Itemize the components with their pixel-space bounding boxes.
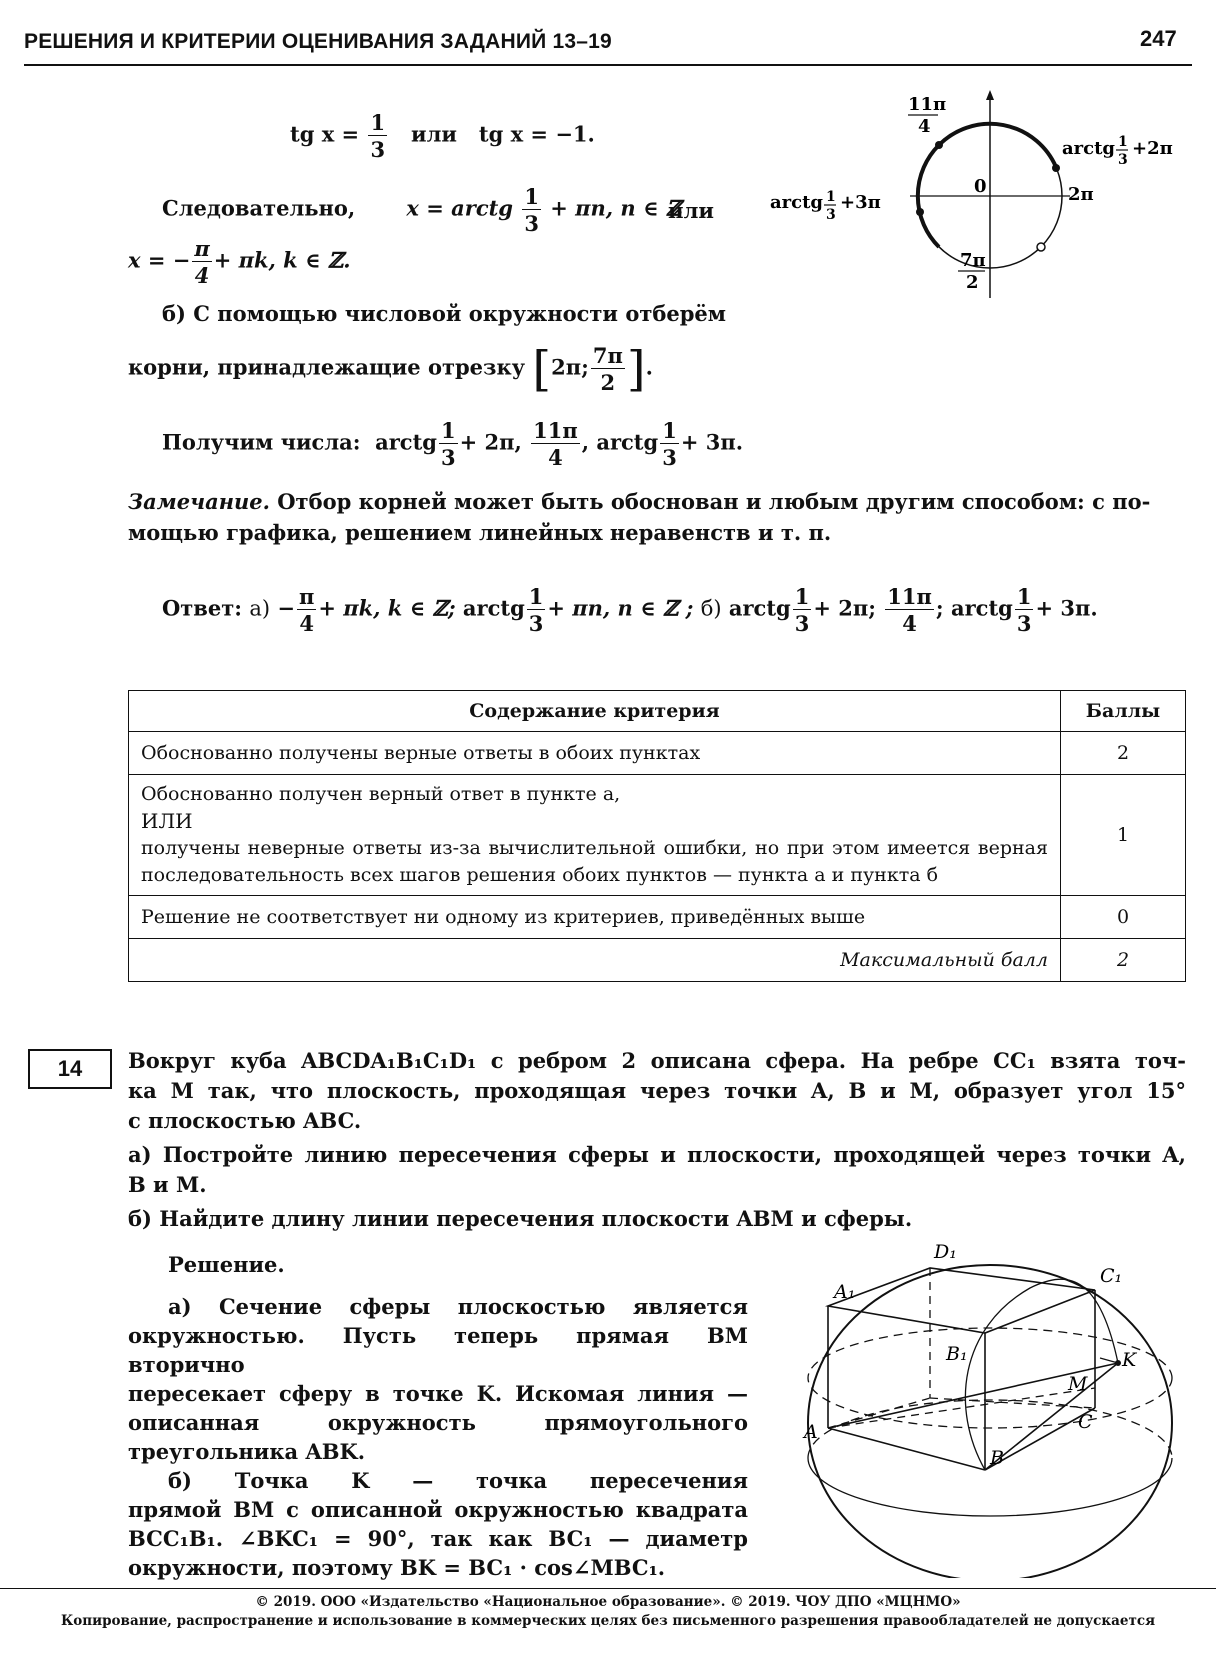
sol-line: треугольника ABK. <box>128 1439 366 1464</box>
criteria-text: Обоснованно получены верные ответы в обоих пунктах <box>129 732 1061 775</box>
label-D1: D₁ <box>934 1241 957 1263</box>
criteria-text-a: Обоснованно получен верный ответ в пункте а, <box>141 783 621 805</box>
answer-b-label: б) <box>700 596 722 621</box>
arctg-1: arctg <box>375 429 437 455</box>
criteria-table <box>128 690 1186 982</box>
statement-line1: Вокруг куба ABCDA₁B₁C₁D₁ с ребром 2 описана сфера. На ребре CC₁ взята точ- <box>128 1048 1186 1073</box>
running-header-title: РЕШЕНИЯ И КРИТЕРИИ ОЦЕНИВАНИЯ ЗАДАНИЙ 13–19 <box>24 30 612 53</box>
ans-arctg-3: arctg <box>950 595 1013 621</box>
statement-line3: с плоскостью ABC. <box>128 1108 362 1133</box>
minus-1: − <box>277 595 295 621</box>
sol-line: пересекает сферу в точке K. Искомая линия — <box>128 1381 748 1406</box>
label-zero: 0 <box>974 176 987 197</box>
problem-number-box: 14 <box>28 1049 112 1089</box>
solution14-text <box>128 1292 748 1582</box>
frac-11pi-4: $\frac{11\pi}{4}$ <box>533 418 578 470</box>
x-minus: x = − <box>128 247 191 273</box>
sol-line: а) Сечение сферы плоскостью является <box>168 1294 748 1319</box>
label-arctg-left-num: 1 <box>826 189 836 205</box>
frac-1: $\frac{1}{3}$ <box>440 418 456 470</box>
criteria-max-row <box>129 939 1186 982</box>
part-b-question: б) Найдите длину линии пересечения плоскости ABM и сферы. <box>128 1206 913 1231</box>
point-K <box>1115 1360 1121 1366</box>
cube-top-face <box>828 1268 1095 1333</box>
left-bracket: [ <box>532 341 552 397</box>
fraction-one-third: $\frac{1}{3}$ <box>370 110 386 162</box>
right-bracket: ] <box>626 341 646 397</box>
ans-pin: + πn, n ∈ ℤ ; <box>547 595 694 621</box>
criteria-text-multi <box>129 775 1061 896</box>
criteria-row <box>129 732 1186 775</box>
sol-line: б) Точка K — точка пересечения <box>168 1468 748 1493</box>
segment-start: 2π; <box>551 354 589 380</box>
point-11pi-4 <box>935 141 943 149</box>
ans-arctg-2: arctg <box>728 595 791 621</box>
label-arctg-right-tail: +2π <box>1132 138 1173 159</box>
label-11pi: 11π <box>908 94 947 115</box>
ans-plus-2pi: + 2π <box>813 595 869 621</box>
part-b-line1: б) С помощью числовой окружности отберём <box>162 301 726 326</box>
label-arctg-left: arctg <box>770 192 824 213</box>
point-arctg-2pi <box>1052 164 1060 172</box>
label-A: A <box>804 1421 818 1443</box>
sphere-cube-figure <box>800 1238 1200 1578</box>
page-number: 247 <box>1140 26 1177 51</box>
line-AM <box>828 1388 1095 1428</box>
arctg-2: arctg <box>596 429 659 455</box>
line-BK <box>985 1363 1118 1470</box>
hence-line <box>162 186 681 234</box>
plus-3pi-1: + 3π <box>680 429 736 455</box>
footer-rule <box>0 1588 1216 1589</box>
remark-line2: мощью графика, решением линейных неравенств и т. п. <box>128 520 832 545</box>
second-root-line <box>128 238 351 286</box>
ans-plus-3pi: + 3π <box>1035 595 1091 621</box>
remark-label: Замечание. <box>128 489 270 514</box>
point-arctg-3pi <box>916 208 924 216</box>
fraction-7pi-2: $\frac{7\pi}{2}$ <box>592 343 623 395</box>
frac-ans-3: $\frac{1}{3}$ <box>1016 584 1032 636</box>
label-C: C <box>1078 1411 1093 1433</box>
criteria-points: 0 <box>1061 896 1186 939</box>
sol-line: прямой BM с описанной окружностью квадрата <box>128 1497 748 1522</box>
plus-pi-k: + πk, k ∈ ℤ. <box>213 247 351 273</box>
col-content-header: Содержание критерия <box>129 691 1061 732</box>
statement-line2: ка M так, что плоскость, проходящая через точки A, B и M, образует угол 15° <box>128 1078 1186 1103</box>
label-arctg-left-tail: +3π <box>840 192 881 213</box>
frac-ans-2: $\frac{1}{3}$ <box>794 584 810 636</box>
frac-ans-1: $\frac{1}{3}$ <box>528 584 544 636</box>
label-M: M <box>1068 1373 1088 1395</box>
plus-2pi-1: + 2π <box>459 429 515 455</box>
point-open <box>1037 243 1045 251</box>
number-circle-diagram <box>770 88 1190 308</box>
criteria-row <box>129 896 1186 939</box>
label-arctg-right-den: 3 <box>1118 152 1128 168</box>
or-word: или <box>668 198 714 223</box>
part-b-line2-text: корни, принадлежащие отрезку <box>128 354 526 380</box>
sol-line: окружности, поэтому BK = BC₁ · cos∠MBC₁. <box>128 1555 666 1580</box>
solution-label: Решение. <box>168 1252 285 1277</box>
label-arctg-left-den: 3 <box>826 207 836 223</box>
col-points-header: Баллы <box>1061 691 1186 732</box>
criteria-row <box>129 775 1186 896</box>
fraction-one-third-b: $\frac{1}{3}$ <box>524 184 539 236</box>
max-label: Максимальный балл <box>129 939 1061 982</box>
ans-arctg-1: arctg <box>462 595 525 621</box>
criteria-header-row <box>129 691 1186 732</box>
criteria-text: Решение не соответствует ни одному из критериев, приведённых выше <box>129 896 1061 939</box>
eq-tg-left: tg x = <box>290 121 360 147</box>
axis-arrow-icon <box>986 90 994 100</box>
plus-pi-n: + πn, n ∈ ℤ <box>550 195 682 221</box>
edge-AB <box>828 1428 985 1470</box>
sol-line: описанная окружность прямоугольного <box>128 1410 748 1435</box>
header-rule <box>24 64 1192 66</box>
fraction-pi-four: $\frac{\pi}{4}$ <box>194 236 210 288</box>
frac-2: $\frac{1}{3}$ <box>662 418 677 470</box>
label-7pi-den: 2 <box>966 272 979 293</box>
label-B: B <box>990 1447 1004 1469</box>
footer-copyright: © 2019. ООО «Издательство «Национальное образование». © 2019. ЧОУ ДПО «МЦНМО» <box>255 1594 961 1610</box>
hence-word: Следовательно, <box>162 195 356 221</box>
remark-line1 <box>128 487 1186 517</box>
part-a-line1: а) Постройте линию пересечения сферы и плоскости, проходящей через точки A, <box>128 1142 1186 1167</box>
remark-text1: Отбор корней может быть обоснован и любым другим способом: с по- <box>277 489 1151 514</box>
criteria-points: 2 <box>1061 732 1186 775</box>
sol-line: окружностью. Пусть теперь прямая BM вторично <box>128 1323 748 1377</box>
label-11pi-den: 4 <box>918 116 931 137</box>
frac-pi-4-ans: $\frac{\pi}{4}$ <box>298 584 315 636</box>
part-a-line2: B и M. <box>128 1172 207 1197</box>
x-arctg: x = arctg <box>406 195 513 221</box>
criteria-text-or: ИЛИ <box>141 809 193 833</box>
footer-notice: Копирование, распространение и использование в коммерческих целях без письменного разрешения правообладателей не допускается <box>60 1613 1156 1629</box>
ans-pik: + πk, k ∈ ℤ; <box>318 595 456 621</box>
part-b-line2: корни, принадлежащие отрезку [2π; $\frac{7\pi}{2}$ ]. <box>128 341 653 397</box>
answer-line: Ответ: а) − $\frac{\pi}{4}$ + πk, k ∈ ℤ; arctg $\frac{1}{3}$ + πn, n ∈ ℤ ; б) arctg $\frac{1}{3}$ + 2π; $\frac{11\pi}{4}$ ; arctg $\frac{1}{3}$ + 3π. <box>162 584 1098 636</box>
sphere-equator <box>808 1328 1172 1428</box>
criteria-text-b: получены неверные ответы из-за вычислительной ошибки, но при этом имеется верная последовательность всех шагов решения обоих пунктов — пункта а и пункта б <box>141 837 1048 886</box>
get-numbers-line: Получим числа: arctg $\frac{1}{3}$ + 2π, $\frac{11\pi}{4}$ , arctg $\frac{1}{3}$ + 3π. <box>162 418 744 470</box>
eq-tg-right: tg x = −1. <box>478 121 595 147</box>
label-arctg-right-num: 1 <box>1118 134 1128 150</box>
label-K: K <box>1122 1349 1137 1371</box>
criteria-points: 1 <box>1061 775 1186 896</box>
sol-line: BCC₁B₁. ∠BKC₁ = 90°, так как BC₁ — диаметр <box>128 1526 748 1551</box>
label-7pi: 7π <box>960 250 986 271</box>
frac-ans-11pi: $\frac{11\pi}{4}$ <box>887 584 932 636</box>
max-points: 2 <box>1061 939 1186 982</box>
label-B1: B₁ <box>946 1343 968 1365</box>
answer-a-label: а) <box>249 596 271 621</box>
problem14-statement <box>128 1046 1186 1234</box>
label-C1: C₁ <box>1100 1265 1123 1287</box>
equation-tg <box>290 112 595 160</box>
label-arctg-right: arctg <box>1062 138 1116 159</box>
eq-or: или <box>411 121 457 147</box>
label-2pi: 2π <box>1068 184 1094 205</box>
get-numbers-text: Получим числа: <box>162 429 361 455</box>
answer-label: Ответ: <box>162 595 243 621</box>
label-A1: A₁ <box>834 1281 856 1303</box>
arc-top-bold <box>939 124 1056 167</box>
